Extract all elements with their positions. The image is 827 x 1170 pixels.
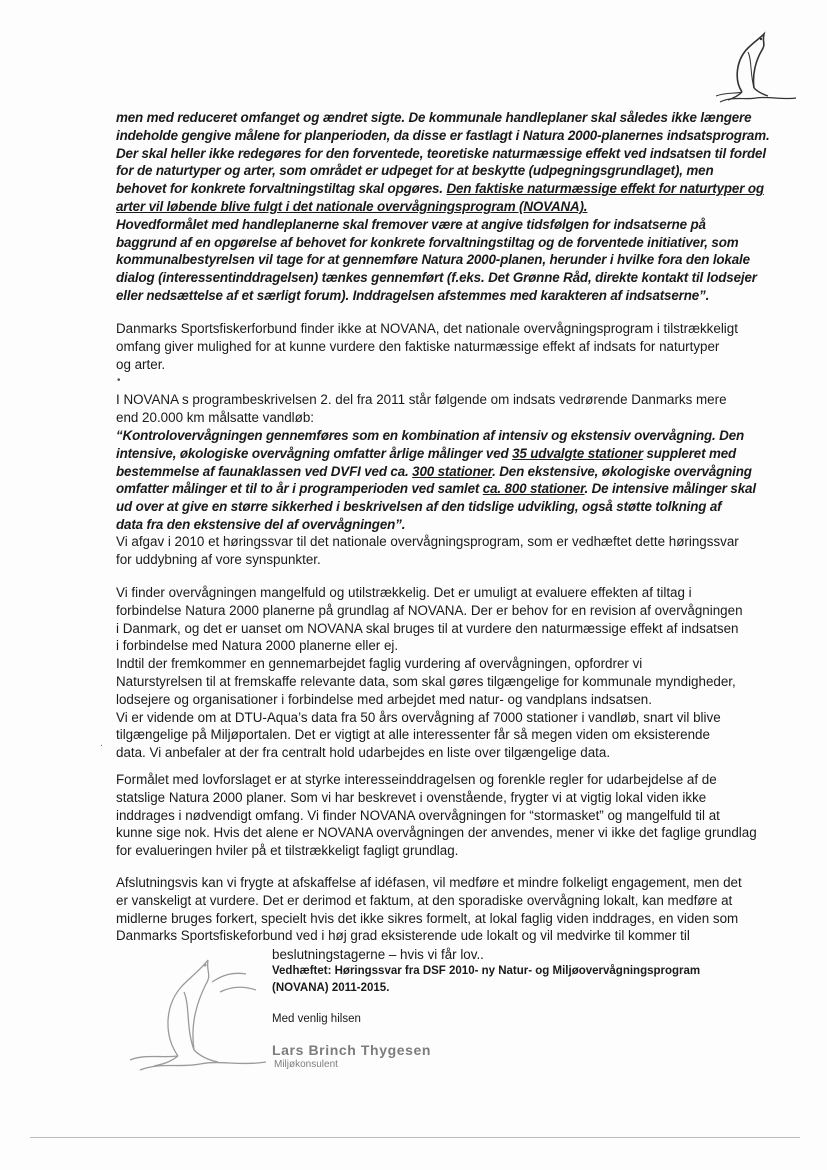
fish-logo-icon xyxy=(712,30,802,106)
quote-fragment: bestemmelse af faunaklassen ved DVFI ved ca. xyxy=(116,463,413,479)
text-line: for evalueringen hviler på et tilstrækkeligt fagligt grundlag. xyxy=(116,843,459,859)
quote-fragment: . De intensive målinger skal xyxy=(584,481,756,497)
paragraph-formaalet xyxy=(116,771,757,860)
paragraph-novana xyxy=(116,320,736,373)
stray-mark: . xyxy=(100,738,103,749)
text-line: Formålet med lovforslaget er at styrke interesseinddragelsen og forenkle regler for udarbejdelse af de xyxy=(116,772,717,787)
quote-line xyxy=(116,180,764,198)
attachment-line: (NOVANA) 2011-2015. xyxy=(272,982,390,994)
quote-line: ud over at give en større sikkerhed i beskrivelsen af den tidslige udvikling, også støtte tolkning af xyxy=(116,499,722,515)
text-line: for uddybning af vore synspunkter. xyxy=(116,551,321,567)
text-line: I NOVANA s programbeskrivelsen 2. del fra 2011 står følgende om indsats vedrørende Danmarks mere xyxy=(116,392,727,407)
quote-line: for de naturtyper og arter, som området er udpeget for at beskytte (udpegningsgrundlaget), men xyxy=(116,163,714,179)
quote-line xyxy=(116,480,756,498)
text-line: tilgængelige på Miljøportalen. Det er vigtigt at alle interessenter får så megen viden om eksisterende xyxy=(116,727,710,743)
text-line: midlerne bruges forkert, specielt hvis det ikke sikres formelt, at lokal faglig viden inddrages, en viden som xyxy=(116,910,739,926)
text-line: inddrages i nødvendigt omfang. Vi finder NOVANA overvågningen for “stormasket” og mangelfuld til at xyxy=(116,807,720,823)
quote-block xyxy=(116,109,770,305)
attachment-line: Vedhæftet: Høringssvar fra DSF 2010- ny Natur- og Miljøovervågningsprogram xyxy=(272,965,701,977)
text-line: og arter. xyxy=(116,356,166,372)
text-line: statslige Natura 2000 planer. Som vi har beskrevet i ovenstående, frygter vi at vigtig lokal viden ikke xyxy=(116,789,707,805)
paragraph-programbeskrivelse xyxy=(116,391,736,427)
underlined-statement: Den faktiske naturmæssige effekt for naturtyper og xyxy=(446,181,764,197)
quote-line xyxy=(116,445,736,463)
text-line: i Danmark, og det er uanset om NOVANA skal bruges til at vurdere den naturmæssige effekt af indsatsen xyxy=(116,620,739,636)
text-line: end 20.000 km målsatte vandløb: xyxy=(116,409,314,425)
page-bottom-edge xyxy=(30,1137,800,1138)
quote-line: dialog (interessentinddragelsen) tænkes gennemført (f.eks. Det Grønne Råd, direkte kontakt til lodsejer xyxy=(116,270,757,286)
text-line: Vi finder overvågningen mangelfuld og utilstrækkelig. Det er umuligt at evaluere effekten af tiltag i xyxy=(116,585,692,600)
quote-line-start: behovet for konkrete forvaltningstiltag skal opgøres. xyxy=(116,181,447,197)
paragraph-mangelfuld xyxy=(116,584,743,762)
signature-name: Lars Brinch Thygesen xyxy=(272,1042,432,1058)
text-line: kunne sige nok. Hvis det alene er NOVANA overvågningen der anvendes, mener vi ikke det faglige grundlag xyxy=(116,825,757,841)
signature-title: Miljøkonsulent xyxy=(274,1059,338,1070)
quote-line: “Kontrolovervågningen gennemføres som en kombination af intensiv og ekstensiv overvågning. Den xyxy=(116,428,745,443)
text-line: Vi afgav i 2010 et høringssvar til det nationale overvågningsprogram, som er vedhæftet dette høringssvar xyxy=(116,534,739,549)
quote-line: eller nedsættelse af et særligt forum). Inddragelsen afstemmes med karakteren af indsatserne”. xyxy=(116,287,710,303)
paragraph-afslutning xyxy=(116,874,742,945)
text-line: data. Vi anbefaler at der fra centralt hold udarbejdes en liste over tilgængelige data. xyxy=(116,745,611,761)
quote-line: indeholde gengive målene for planperioden, da disse er fastlagt i Natura 2000-planernes indsatsprogram. xyxy=(116,127,770,143)
paragraph-afgav xyxy=(116,533,739,569)
stations-300: 300 stationer xyxy=(412,463,493,479)
text-line: Danmarks Sportsfiskerforbund finder ikke at NOVANA, det nationale overvågningsprogram i tilstrækkeligt xyxy=(116,321,738,336)
quote-fragment: suppleret med xyxy=(642,445,737,461)
quote-line: men med reduceret omfanget og ændret sigte. De kommunale handleplaner skal således ikke længere xyxy=(116,110,752,125)
text-line: forbindelse Natura 2000 planerne på grundlag af NOVANA. Der er behov for en revision af overvågningen xyxy=(116,602,743,618)
text-line: Afslutningsvis kan vi frygte at afskaffelse af idéfasen, vil medføre et mindre folkeligt engagement, men det xyxy=(116,875,742,890)
quote-fragment: . Den ekstensive, økologiske overvågning xyxy=(492,463,752,479)
quote-novana-program xyxy=(116,427,756,534)
quote-line: Der skal heller ikke redegøres for den forventede, teoretiske naturmæssige effekt ved indsatsen til fordel xyxy=(116,145,766,161)
quote-fragment: intensive, økologiske overvågning omfatter årlige målinger ved xyxy=(116,445,513,461)
text-line: omfang giver mulighed for at kunne vurdere den faktiske naturmæssige effekt af indsats for naturtyper xyxy=(116,338,720,354)
closing-block xyxy=(272,946,742,1028)
text-line: i forbindelse med Natura 2000 planerne eller ej. xyxy=(116,638,399,654)
text-line: er vanskeligt at vurdere. Det er derimod et faktum, at den sporadiske overvågning lokalt, kan medføre at xyxy=(116,892,733,908)
quote-line: kommunalbestyrelsen vil tage for at gennemføre Natura 2000-planen, herunder i hvilke fora den lokale xyxy=(116,252,750,268)
closing-line: beslutningstagerne – hvis vi får lov.. xyxy=(272,947,484,962)
stations-800: ca. 800 stationer xyxy=(482,481,585,497)
stray-mark: • xyxy=(117,375,121,386)
quote-line: data fra den ekstensive del af overvågningen”. xyxy=(116,516,406,532)
greeting: Med venlig hilsen xyxy=(272,1013,361,1025)
quote-line: Hovedformålet med handleplanerne skal fremover være at angive tidsfølgen for indsatserne på xyxy=(116,216,706,232)
text-line: Vi er vidende om at DTU-Aqua’s data fra 50 års overvågning af 7000 stationer i vandløb, snart vil blive xyxy=(116,709,721,725)
text-line: lodsejere og organisationer i forbindelse med arbejdet med natur- og vandplans indsatsen. xyxy=(116,691,652,707)
text-line: Danmarks Sportsfiskeforbund ved i høj grad eksisterende ude lokalt og vil medvirke til kommer til xyxy=(116,928,690,944)
quote-fragment: omfatter målinger et til to år i programperioden ved samlet xyxy=(116,481,483,497)
stations-35: 35 udvalgte stationer xyxy=(512,445,643,461)
quote-line: arter vil løbende blive fulgt i det nationale overvågningsprogram (NOVANA). xyxy=(116,198,588,214)
quote-line xyxy=(116,463,752,481)
text-line: Indtil der fremkommer en gennemarbejdet faglig vurdering af overvågningen, opfordrer vi xyxy=(116,656,643,672)
quote-line: baggrund af en opgørelse af behovet for konkrete forvaltningstiltag og de forventede initiativer, som xyxy=(116,234,739,250)
text-line: Naturstyrelsen til at fremskaffe relevante data, som skal gøres tilgængelige for kommunale myndigheder, xyxy=(116,673,736,689)
fish-watermark-icon xyxy=(120,952,280,1082)
